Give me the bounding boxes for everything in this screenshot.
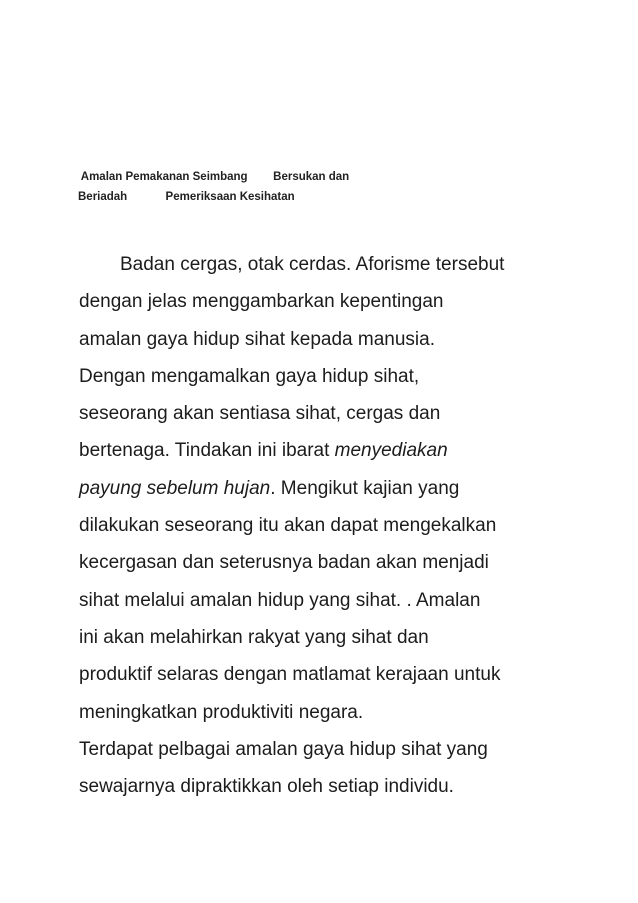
word: sihat [401,738,442,760]
word: seseorang [79,403,168,425]
paragraph-line [79,694,561,731]
word: sihat [351,626,392,648]
word: setiap [328,776,379,798]
word: meningkatkan [79,701,198,723]
word: kerajaan [375,664,449,686]
word: sihat, [373,365,420,387]
paragraph-line [79,470,561,507]
paragraph-line [79,395,561,432]
italic-word: hujan [223,477,271,499]
word: dengan [79,291,143,313]
essay-paragraph [79,246,561,805]
word: yang [446,738,488,760]
word: Terdapat [79,738,153,760]
word: manusia. [357,328,436,350]
word: yang [418,477,460,499]
word: menggambarkan [192,291,335,313]
word: dilakukan [79,515,160,537]
paragraph-line [79,768,561,805]
word: sentiasa [219,403,291,425]
word: Dengan [79,365,146,387]
topic-heading [78,167,438,207]
word: akan [283,515,326,537]
word: matlamat [292,664,371,686]
word: dan [182,552,215,574]
heading-line-2: Beriadah Pemeriksaan Kesihatan [78,191,295,203]
word: individu. [384,776,454,798]
italic-word: menyediakan [334,440,448,462]
word: . [270,477,276,499]
paragraph-line [79,656,561,693]
word: melahirkan [149,626,243,648]
word: sihat, [295,403,341,425]
heading-line-1: Amalan Pemakanan Seimbang Bersukan dan [78,171,350,183]
word: pelbagai [158,738,231,760]
word: amalan [189,589,253,611]
word: sihat [244,328,285,350]
word: mengekalkan [383,515,497,537]
word: Badan cergas, otak cerdas. Aforisme tersebut [120,254,505,275]
word: kecergasan [79,552,178,574]
word: ibarat [281,440,330,462]
word: seseorang [164,515,254,537]
word: dipraktikkan [180,776,282,798]
word: akan [173,403,215,425]
word: kajian [363,477,413,499]
word: yang [309,589,351,611]
word: kepada [290,328,353,350]
word: seterusnya [219,552,313,574]
word: sewajarnya [79,776,176,798]
word: negara. [298,701,364,723]
word: ini [79,626,99,648]
word: amalan gaya hidup [235,738,396,760]
word: produktiviti [202,701,294,723]
paragraph-line [79,432,561,469]
word: menjadi [422,552,489,574]
word: badan [317,552,371,574]
word: dan [396,626,429,648]
word: sihat. [355,589,402,611]
word: hidup [257,589,305,611]
paragraph-line [79,246,561,283]
word: produktif [79,664,152,686]
paragraph-line [79,283,561,320]
word: sihat [79,589,120,611]
word: untuk [453,664,501,686]
word: dapat [330,515,378,537]
paragraph-line [79,544,561,581]
paragraph-line [79,731,561,768]
word-group [224,478,276,499]
word: akan [103,626,145,648]
word-group [282,440,448,461]
paragraph-line [79,321,561,358]
word: Amalan [416,589,481,611]
word: . [406,589,412,611]
word: bertenaga. [79,440,170,462]
word: akan [375,552,418,574]
word: mengamalkan gaya hidup [150,365,369,387]
word: yang [305,626,347,648]
word: oleh [287,776,323,798]
word: cergas [346,403,404,425]
word: dengan [223,664,288,686]
word: jelas [147,291,187,313]
word: itu [258,515,279,537]
word: ini [257,440,277,462]
paragraph-line [79,582,561,619]
word: melalui [124,589,185,611]
italic-word: payung [79,477,142,499]
italic-word: sebelum [146,477,219,499]
word: amalan gaya hidup [79,328,240,350]
word: dan [408,403,441,425]
word: Tindakan [174,440,253,462]
paragraph-line [79,507,561,544]
word: rakyat [248,626,300,648]
paragraph-line [79,619,561,656]
word: kepentingan [339,291,444,313]
word: selaras [157,664,219,686]
word: Mengikut [280,477,358,499]
paragraph-line [79,358,561,395]
